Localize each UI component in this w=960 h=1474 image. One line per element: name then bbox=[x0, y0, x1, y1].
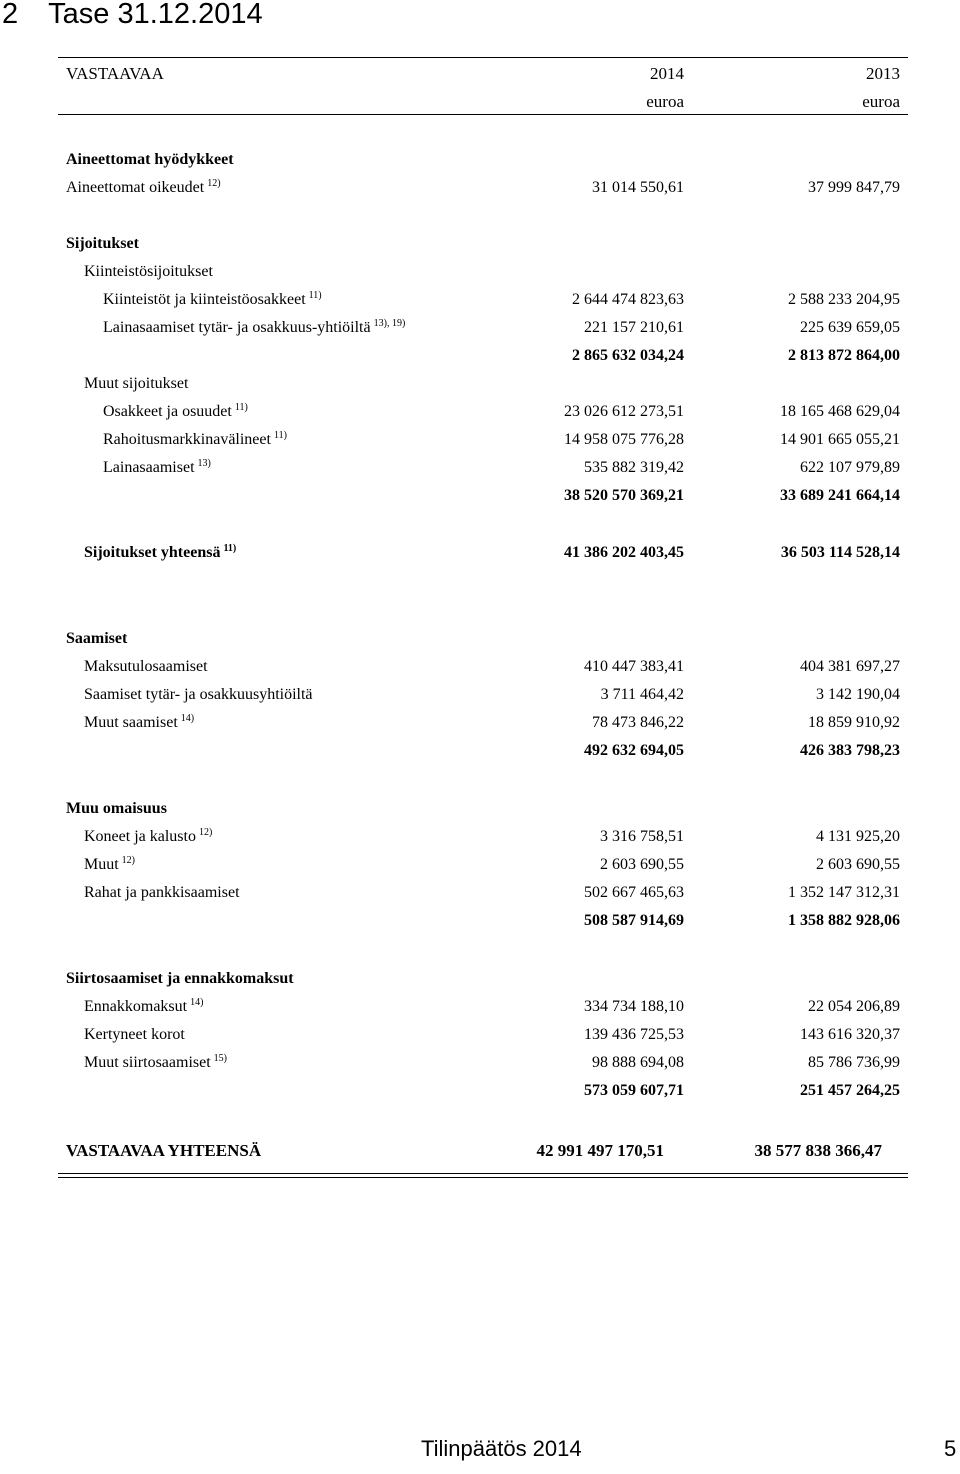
value-2013: 14 901 665 055,21 bbox=[780, 431, 900, 448]
value-2013: 37 999 847,79 bbox=[808, 179, 900, 196]
section-title: Tase 31.12.2014 bbox=[48, 0, 263, 30]
table-row bbox=[0, 287, 960, 313]
value-2013: 251 457 264,25 bbox=[800, 1082, 900, 1099]
value-2013: 225 639 659,05 bbox=[800, 319, 900, 336]
table-row bbox=[0, 966, 960, 992]
table-row bbox=[0, 175, 960, 201]
row-label bbox=[84, 371, 188, 397]
row-label-text: Ennakkomaksut bbox=[84, 998, 188, 1015]
value-2014: 535 882 319,42 bbox=[584, 459, 684, 476]
value-2014: 508 587 914,69 bbox=[584, 912, 684, 929]
footnote-ref: 11) bbox=[273, 430, 287, 441]
subtotal-row bbox=[0, 738, 960, 764]
grand-total-2014: 42 991 497 170,51 bbox=[536, 1141, 664, 1160]
value-2014: 139 436 725,53 bbox=[584, 1026, 684, 1043]
row-label bbox=[66, 147, 234, 173]
footnote-ref: 11) bbox=[308, 290, 322, 301]
row-label-text: Lainasaamiset tytär- ja osakkuus-yhtiöiltä bbox=[103, 319, 371, 336]
section-number: 2 bbox=[2, 0, 19, 30]
row-label bbox=[66, 796, 167, 822]
value-2013: 1 358 882 928,06 bbox=[788, 912, 900, 929]
col2-year-header: 2013 bbox=[866, 64, 900, 83]
value-2013: 2 603 690,55 bbox=[816, 856, 900, 873]
value-2013: 36 503 114 528,14 bbox=[780, 544, 900, 561]
value-2014: 41 386 202 403,45 bbox=[564, 544, 684, 561]
value-2014: 2 603 690,55 bbox=[600, 856, 684, 873]
row-label-text: Kiinteistöt ja kiinteistöosakkeet bbox=[103, 291, 306, 308]
footnote-ref: 11) bbox=[223, 543, 237, 554]
row-label bbox=[84, 710, 194, 736]
footnote-ref: 15) bbox=[213, 1053, 227, 1064]
footnote-ref: 14) bbox=[180, 713, 195, 724]
col1-year-header: 2014 bbox=[650, 64, 684, 83]
table-row bbox=[0, 540, 960, 566]
row-label-text: Muut siirtosaamiset bbox=[84, 1054, 211, 1071]
grand-total-label: VASTAAVAA YHTEENSÄ bbox=[66, 1141, 262, 1160]
row-label bbox=[84, 1022, 185, 1048]
table-row bbox=[0, 427, 960, 453]
row-label bbox=[103, 455, 211, 481]
value-2013: 404 381 697,27 bbox=[800, 658, 900, 675]
row-label bbox=[103, 427, 287, 453]
table-row bbox=[0, 682, 960, 708]
footnote-ref: 13) bbox=[197, 458, 211, 469]
value-2014: 23 026 612 273,51 bbox=[564, 403, 684, 420]
value-2014: 38 520 570 369,21 bbox=[564, 487, 684, 504]
subtotal-row bbox=[0, 343, 960, 369]
value-2014: 334 734 188,10 bbox=[584, 998, 684, 1015]
value-2013: 18 165 468 629,04 bbox=[780, 403, 900, 420]
table-header-label: VASTAAVAA bbox=[66, 64, 164, 83]
row-label bbox=[66, 626, 127, 652]
value-2014: 2 865 632 034,24 bbox=[572, 347, 684, 364]
value-2013: 426 383 798,23 bbox=[800, 742, 900, 759]
value-2014: 78 473 846,22 bbox=[592, 714, 684, 731]
footer-page-number: 5 bbox=[944, 1436, 957, 1461]
page-heading bbox=[2, 0, 263, 31]
col1-unit-header: euroa bbox=[646, 92, 684, 111]
row-label-text: Saamiset tytär- ja osakkuusyhtiöiltä bbox=[84, 686, 313, 703]
value-2013: 33 689 241 664,14 bbox=[780, 487, 900, 504]
row-label bbox=[66, 966, 294, 992]
row-label-text: Rahoitusmarkkinavälineet bbox=[103, 431, 271, 448]
footnote-ref: 12) bbox=[198, 827, 213, 838]
value-2013: 2 813 872 864,00 bbox=[788, 347, 900, 364]
footnote-ref: 12) bbox=[121, 855, 136, 866]
row-label bbox=[84, 994, 203, 1020]
table-row bbox=[0, 1050, 960, 1076]
row-label bbox=[84, 1050, 227, 1076]
row-label-text: Osakkeet ja osuudet bbox=[103, 403, 232, 420]
subtotal-row bbox=[0, 483, 960, 509]
table-row bbox=[0, 852, 960, 878]
table-row bbox=[0, 371, 960, 397]
subtotal-row bbox=[0, 908, 960, 934]
value-2014: 31 014 550,61 bbox=[592, 179, 684, 196]
table-top-rule bbox=[58, 57, 908, 58]
row-label bbox=[84, 259, 213, 285]
row-label-text: Kiinteistösijoitukset bbox=[84, 263, 213, 280]
row-label-text: Sijoitukset yhteensä bbox=[84, 544, 221, 561]
table-row bbox=[0, 824, 960, 850]
row-label bbox=[66, 231, 139, 257]
row-label bbox=[84, 852, 135, 878]
value-2014: 14 958 075 776,28 bbox=[564, 431, 684, 448]
row-label-text: Kertyneet korot bbox=[84, 1026, 185, 1043]
value-2014: 410 447 383,41 bbox=[584, 658, 684, 675]
row-label bbox=[84, 880, 240, 906]
row-label-text: Maksutulosaamiset bbox=[84, 658, 208, 675]
table-row bbox=[0, 994, 960, 1020]
table-row bbox=[0, 880, 960, 906]
value-2013: 18 859 910,92 bbox=[808, 714, 900, 731]
row-label-text: Muut sijoitukset bbox=[84, 375, 189, 392]
row-label-text: Aineettomat hyödykkeet bbox=[66, 151, 234, 168]
footnote-ref: 14) bbox=[190, 997, 204, 1008]
table-row bbox=[0, 626, 960, 652]
grand-total-2013: 38 577 838 366,47 bbox=[754, 1141, 882, 1160]
grand-total-double-rule-2 bbox=[58, 1177, 908, 1178]
table-row bbox=[0, 315, 960, 341]
row-label-text: Muut saamiset bbox=[84, 714, 178, 731]
table-row bbox=[0, 654, 960, 680]
table-row bbox=[0, 455, 960, 481]
subtotal-row bbox=[0, 1078, 960, 1104]
row-label bbox=[84, 824, 212, 850]
row-label bbox=[84, 540, 236, 566]
row-label bbox=[66, 175, 221, 201]
row-label bbox=[103, 315, 405, 341]
grand-total-row bbox=[0, 1138, 960, 1164]
value-2014: 221 157 210,61 bbox=[584, 319, 684, 336]
row-label-text: Koneet ja kalusto bbox=[84, 828, 196, 845]
row-label-text: Muu omaisuus bbox=[66, 800, 167, 817]
table-header-rule bbox=[58, 114, 908, 115]
value-2013: 3 142 190,04 bbox=[816, 686, 900, 703]
table-row bbox=[0, 1022, 960, 1048]
footnote-ref: 12) bbox=[207, 178, 221, 189]
value-2013: 622 107 979,89 bbox=[800, 459, 900, 476]
value-2013: 22 054 206,89 bbox=[808, 998, 900, 1015]
row-label bbox=[103, 399, 248, 425]
row-label-text: Lainasaamiset bbox=[103, 459, 195, 476]
value-2013: 85 786 736,99 bbox=[808, 1054, 900, 1071]
row-label-text: Aineettomat oikeudet bbox=[66, 179, 205, 196]
table-row bbox=[0, 231, 960, 257]
row-label bbox=[103, 287, 322, 313]
table-row bbox=[0, 796, 960, 822]
value-2014: 3 711 464,42 bbox=[600, 686, 684, 703]
value-2014: 98 888 694,08 bbox=[592, 1054, 684, 1071]
row-label-text: Sijoitukset bbox=[66, 235, 139, 252]
row-label-text: Siirtosaamiset ja ennakkomaksut bbox=[66, 970, 294, 987]
value-2013: 143 616 320,37 bbox=[800, 1026, 900, 1043]
value-2014: 502 667 465,63 bbox=[584, 884, 684, 901]
row-label bbox=[84, 654, 208, 680]
row-label-text: Muut bbox=[84, 856, 119, 873]
table-row bbox=[0, 399, 960, 425]
grand-total-double-rule-1 bbox=[58, 1173, 908, 1174]
value-2014: 573 059 607,71 bbox=[584, 1082, 684, 1099]
footnote-ref: 11) bbox=[234, 402, 248, 413]
footer-title: Tilinpäätös 2014 bbox=[421, 1436, 582, 1461]
col2-unit-header: euroa bbox=[862, 92, 900, 111]
row-label-text: Saamiset bbox=[66, 630, 128, 647]
table-row bbox=[0, 259, 960, 285]
value-2014: 2 644 474 823,63 bbox=[572, 291, 684, 308]
value-2013: 2 588 233 204,95 bbox=[788, 291, 900, 308]
value-2014: 3 316 758,51 bbox=[600, 828, 684, 845]
value-2013: 4 131 925,20 bbox=[816, 828, 900, 845]
row-label bbox=[84, 682, 313, 708]
table-row bbox=[0, 147, 960, 173]
row-label-text: Rahat ja pankkisaamiset bbox=[84, 884, 240, 901]
table-row bbox=[0, 710, 960, 736]
value-2013: 1 352 147 312,31 bbox=[788, 884, 900, 901]
footnote-ref: 13), 19) bbox=[373, 318, 406, 329]
value-2014: 492 632 694,05 bbox=[584, 742, 684, 759]
